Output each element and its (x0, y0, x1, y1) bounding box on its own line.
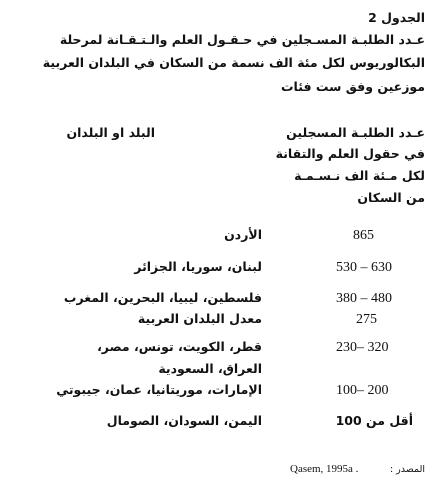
row-4-country: معدل البلدان العربية (137, 311, 262, 326)
row-6-value: 100– 200 (336, 383, 389, 398)
row-3-country: فلسطين، ليبيا، البحرين، المغرب (63, 290, 262, 305)
row-3-value: 380 – 480 (336, 291, 392, 306)
country-column-header: البلد او البلدان (66, 125, 155, 140)
row-1-value: 865 (353, 228, 374, 243)
row-5-country-line-2: العراق، السعودية (158, 361, 262, 376)
caption-line-3: موزعين وفق ست فئات (280, 79, 425, 94)
row-1-country: الأردن (224, 227, 262, 242)
row-5-value: 230– 320 (336, 340, 389, 355)
row-6-country: الإمارات، موريتانيا، عمان، جيبوتي (56, 382, 262, 397)
value-header-line-1: عـدد الطلبـة المسجلين (286, 125, 425, 140)
row-2-value: 530 – 630 (336, 260, 392, 275)
source-label: المصدر : (389, 464, 425, 475)
row-5-country-line-1: قطر، الكويت، تونس، مصر، (97, 339, 262, 354)
caption-line-1: عـدد الطلبـة المسـجلين في حـقـول العلم والـتـقـانة لمرحلة (59, 32, 425, 47)
value-header-line-2: في حقول العلم والتقانة (275, 146, 425, 161)
table-title: الجدول 2 (368, 10, 425, 25)
value-header-line-3: لكل مـئة الف نـسـمـة (294, 168, 425, 183)
row-7-country: اليمن، السودان، الصومال (106, 413, 262, 428)
caption-line-2: البكالوريوس لكل مئة الف نسمة من السكان في البلدان العربية (42, 55, 425, 70)
row-7-value: أقل من 100 (335, 413, 413, 428)
row-4-value: 275 (356, 312, 377, 327)
source-citation: Qasem, 1995a . (290, 463, 359, 475)
value-header-line-4: من السكان (357, 190, 425, 205)
row-2-country: لبنان، سوريا، الجزائر (134, 259, 262, 274)
